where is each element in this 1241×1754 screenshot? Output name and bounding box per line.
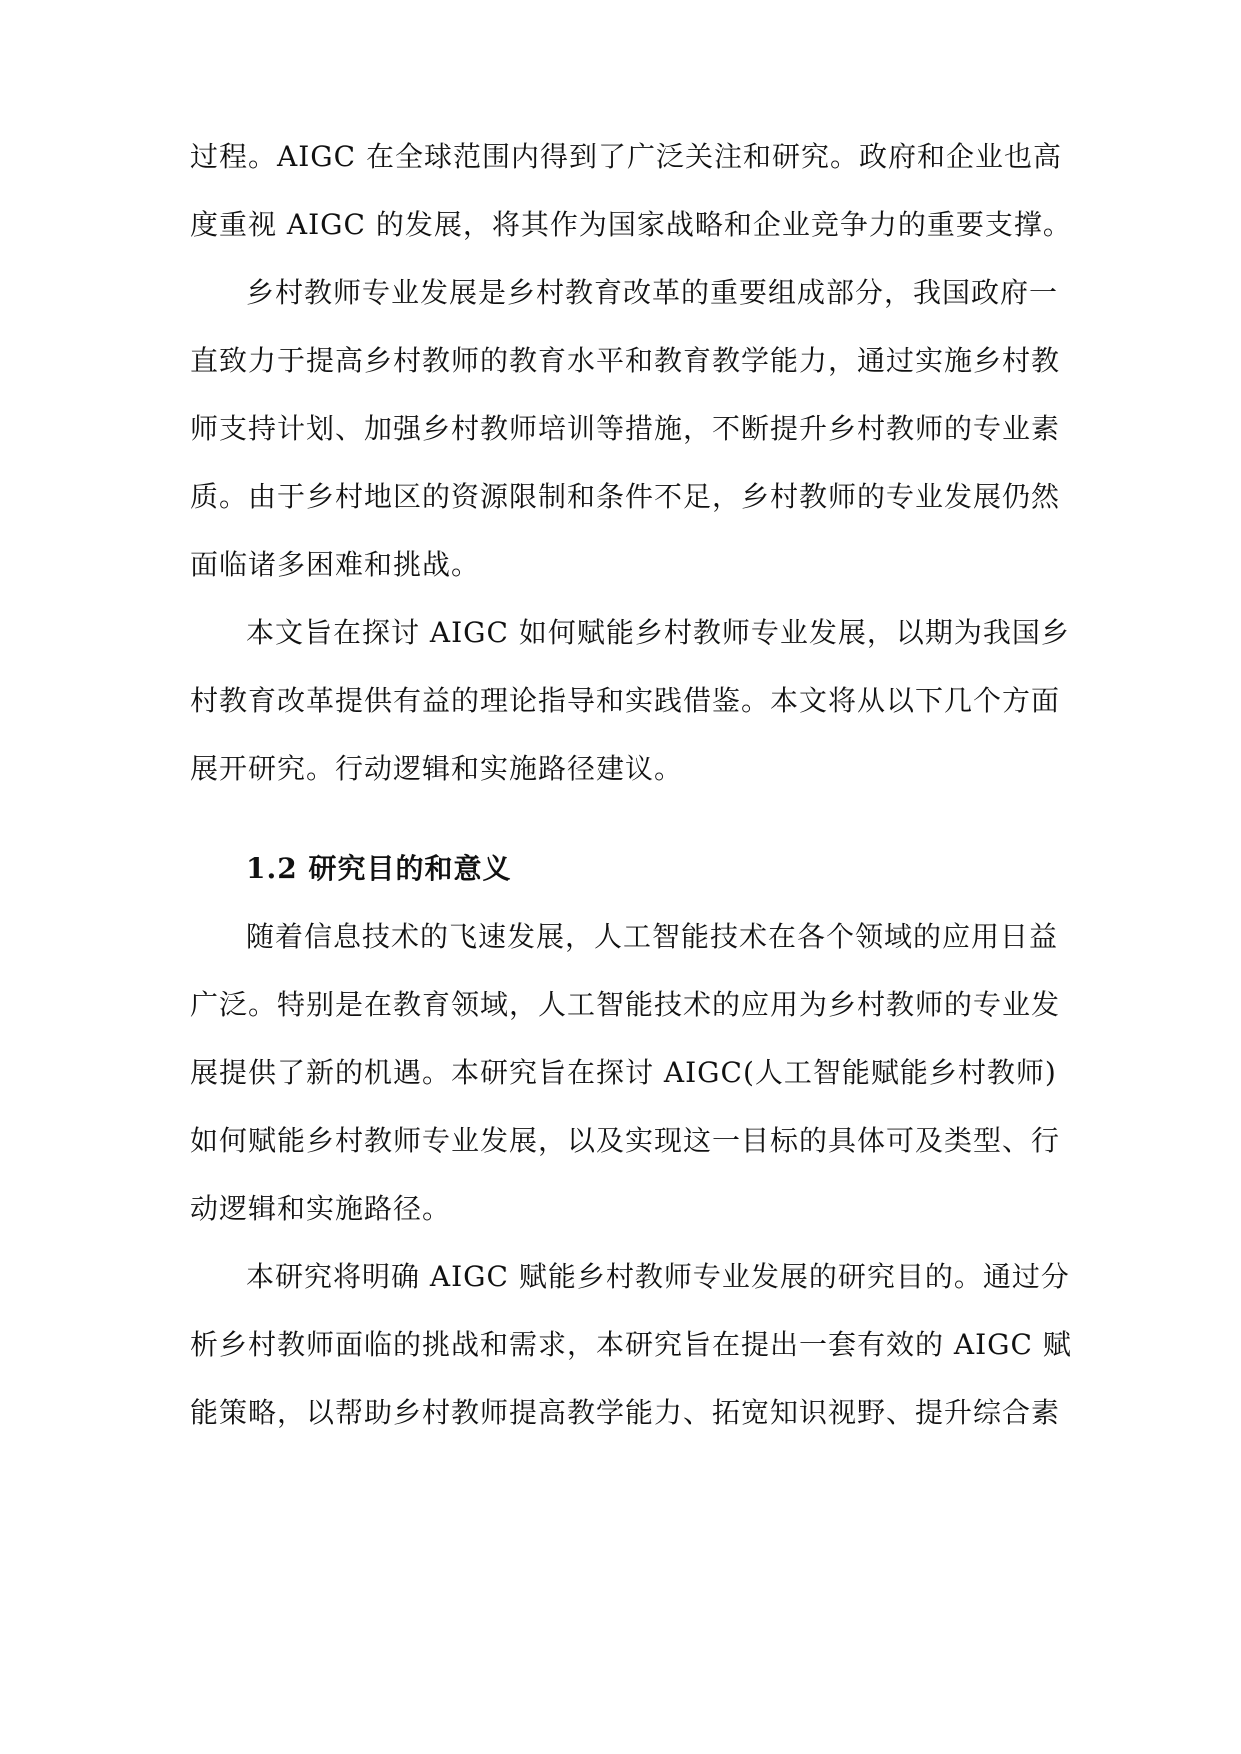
paragraph-4-line-4: 如何赋能乡村教师专业发展，以及实现这一目标的具体可及类型、行 [190, 1124, 1061, 1157]
paragraph-4-line-5: 动逻辑和实施路径。 [190, 1192, 452, 1225]
paragraph-2-line-3: 师支持计划、加强乡村教师培训等措施，不断提升乡村教师的专业素 [190, 412, 1061, 445]
paragraph-3-line-1: 本文旨在探讨 AIGC 如何赋能乡村教师专业发展，以期为我国乡 [246, 616, 1070, 649]
section-heading: 1.2 研究目的和意义 [246, 852, 512, 885]
paragraph-4-line-1: 随着信息技术的飞速发展，人工智能技术在各个领域的应用日益 [246, 920, 1059, 953]
paragraph-1-line-1: 过程。AIGC 在全球范围内得到了广泛关注和研究。政府和企业也高 [190, 140, 1062, 173]
paragraph-4-line-3: 展提供了新的机遇。本研究旨在探讨 AIGC(人工智能赋能乡村教师) [190, 1056, 1057, 1089]
paragraph-2-line-4: 质。由于乡村地区的资源限制和条件不足，乡村教师的专业发展仍然 [190, 480, 1061, 513]
paragraph-2-line-5: 面临诸多困难和挑战。 [190, 548, 481, 581]
paragraph-2-line-1: 乡村教师专业发展是乡村教育改革的重要组成部分，我国政府一 [246, 276, 1059, 309]
paragraph-5-line-3: 能策略，以帮助乡村教师提高教学能力、拓宽知识视野、提升综合素 [190, 1396, 1061, 1429]
paragraph-1-line-2: 度重视 AIGC 的发展，将其作为国家战略和企业竞争力的重要支撑。 [190, 208, 1072, 241]
paragraph-2-line-2: 直致力于提高乡村教师的教育水平和教育教学能力，通过实施乡村教 [190, 344, 1061, 377]
paragraph-3-line-2: 村教育改革提供有益的理论指导和实践借鉴。本文将从以下几个方面 [190, 684, 1061, 717]
paragraph-5-line-1: 本研究将明确 AIGC 赋能乡村教师专业发展的研究目的。通过分 [246, 1260, 1070, 1293]
paragraph-5-line-2: 析乡村教师面临的挑战和需求，本研究旨在提出一套有效的 AIGC 赋 [190, 1328, 1072, 1361]
paragraph-4-line-2: 广泛。特别是在教育领域，人工智能技术的应用为乡村教师的专业发 [190, 988, 1061, 1021]
paragraph-3-line-3: 展开研究。行动逻辑和实施路径建议。 [190, 752, 684, 785]
